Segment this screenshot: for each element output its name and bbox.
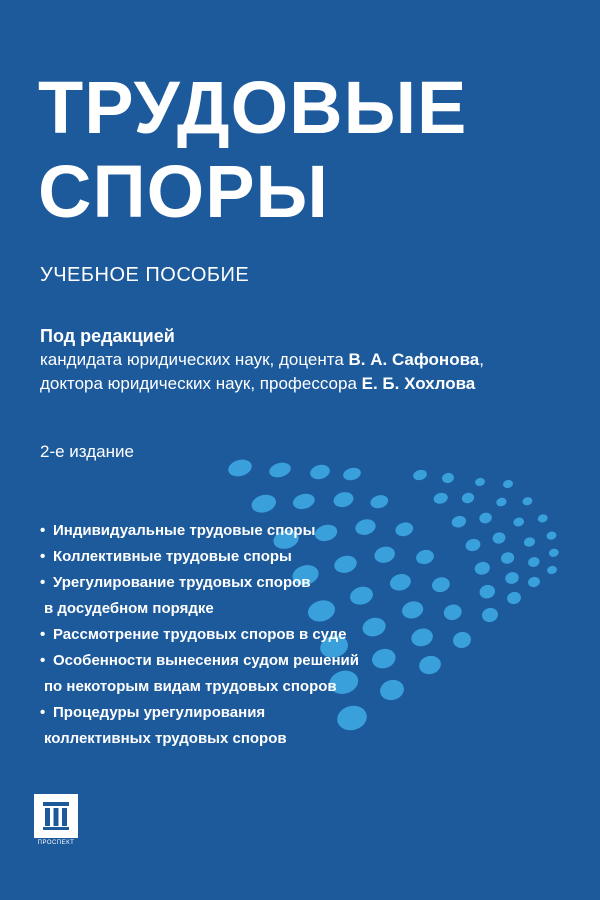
publisher-name: ПРОСПЕКТ [37,840,75,846]
topic-item [40,544,359,570]
book-title-line1: ТРУДОВЫЕ [38,66,468,149]
editor-1-name: В. А. Сафонова [348,350,480,369]
decor-dot [506,590,523,605]
decor-dot [548,548,560,558]
editor-line-2 [40,372,484,396]
topic-item [40,622,359,648]
topic-text: Индивидуальные трудовые споры [53,522,316,539]
topic-item [40,518,359,544]
decor-dot [414,548,435,566]
edition-label: 2-е издание [40,442,134,461]
decor-dot [250,492,278,515]
decor-dot [451,630,473,650]
book-title [38,66,467,234]
topics-list [40,518,359,752]
publisher-logo [34,794,78,854]
decor-dot [369,493,390,510]
decor-dot [342,466,362,482]
logo-box [34,794,78,838]
building-columns-icon [41,800,71,832]
decor-dot [512,516,525,527]
book-title-line2: СПОРЫ [38,150,329,233]
book-subtitle: УЧЕБНОЕ ПОСОБИЕ [40,264,250,286]
decor-dot [226,457,253,479]
decor-dot [473,560,491,576]
decor-dot [478,511,493,524]
editor-line-1 [40,348,484,372]
topic-item [40,700,359,752]
decor-dot [502,479,514,489]
decor-dot [523,536,536,548]
topic-text: Особенности вынесения судом решений [53,652,359,669]
decor-dot [412,468,428,481]
decor-dot [546,565,558,575]
decor-dot [461,491,476,504]
decor-dot [527,556,541,568]
decor-dot [388,572,413,593]
editor-2-title: доктора юридических наук, профессора [40,374,362,393]
decor-dot [495,497,507,508]
editors-lead: Под редакцией [40,326,175,346]
topic-item [40,648,359,700]
topic-text: Рассмотрение трудовых споров в суде [53,626,347,643]
decor-dot [491,531,506,545]
decor-dot [268,460,293,479]
decor-dot [394,520,415,538]
decor-dot [378,677,406,703]
decor-dot [370,646,398,671]
editor-1-title: кандидата юридических наук, доцента [40,350,349,369]
decor-dot [432,491,449,505]
editor-2-name: Е. Б. Хохлова [361,374,476,393]
decor-dot [441,472,455,485]
decor-dot [450,514,467,529]
topic-text: Коллективные трудовые споры [53,548,292,565]
decor-dot [409,626,435,648]
decor-dot [360,615,387,639]
decor-dot [546,530,558,540]
topic-text-continued: по некоторым видам трудовых споров [44,678,337,695]
editors-block [40,324,484,396]
topic-item [40,570,359,622]
decor-dot [309,463,332,482]
decor-dot [442,603,463,623]
decor-dot [500,551,516,565]
decor-dot [474,477,486,487]
decor-dot [400,599,425,621]
decor-dot [504,571,520,586]
decor-dot [478,583,497,600]
editor-1-suffix: , [479,350,484,369]
decor-dot [527,576,541,589]
decor-dot [332,490,355,509]
topic-text: Процедуры урегулирования [53,704,266,721]
decor-dot [464,537,482,552]
topic-text-continued: в досудебном порядке [44,600,214,617]
decor-dot [291,491,316,511]
decor-dot [537,513,549,523]
topic-text-continued: коллективных трудовых споров [44,730,287,747]
decor-dot [480,606,499,624]
decor-dot [430,575,451,594]
decor-dot [522,496,534,506]
decor-dot [417,653,443,676]
topic-text: Урегулирование трудовых споров [53,574,311,591]
decor-dot [373,544,397,565]
